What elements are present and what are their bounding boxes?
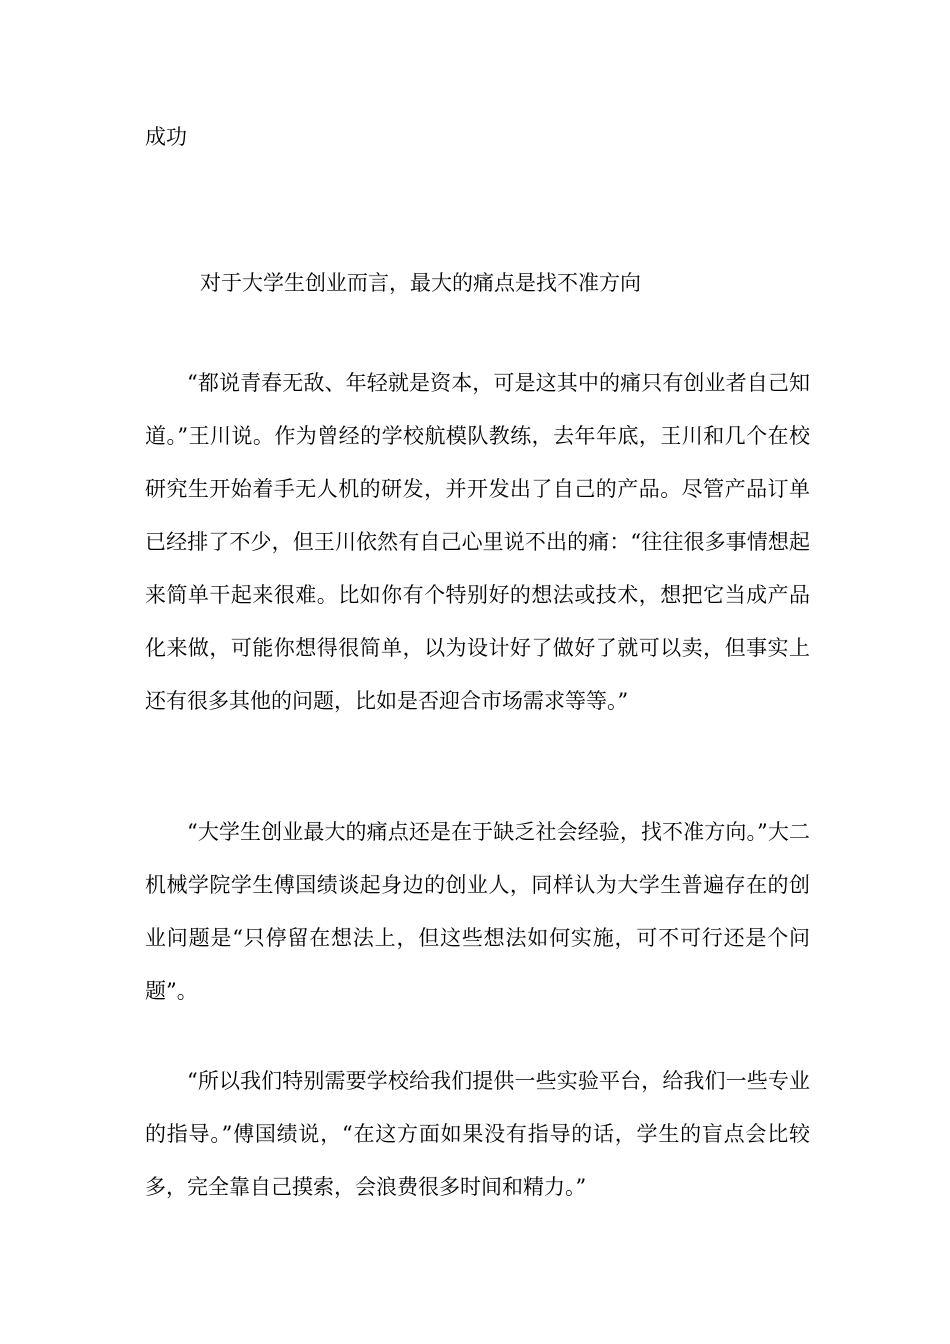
paragraph-3: “所以我们特别需要学校给我们提供一些实验平台，给我们一些专业的指导。”傅国绩说，“在这方面如果没有指导的话，学生的盲点会比较多，完全靠自己摸索，会浪费很多时间和精力。” bbox=[145, 1069, 810, 1199]
paragraph-1: “都说青春无敌、年轻就是资本，可是这其中的痛只有创业者自己知道。”王川说。作为曾经的学校航模队教练，去年年底，王川和几个在校研究生开始着手无人机的研发，并开发出了自己的产品。尽管产品订单已经排了不少，但王川依然有自己心里说不出的痛：“往往很多事情想起来简单干起来很难。比如你有个特别好的想法或技术，想把它当成产品化来做，可能你想得很简单，以为设计好了做好了就可以卖，但事实上还有很多其他的问题，比如是否迎合市场需求等等。” bbox=[145, 371, 810, 713]
text-fragment: 成功 bbox=[145, 125, 187, 149]
paragraph-2: “大学生创业最大的痛点还是在于缺乏社会经验，找不准方向。”大二机械学院学生傅国绩谈起身边的创业人，同样认为大学生普遍存在的创业问题是“只停留在想法上，但这些想法如何实施，可不可行还是个问题”。 bbox=[145, 820, 810, 1003]
section-heading: 对于大学生创业而言，最大的痛点是找不准方向 bbox=[200, 271, 641, 295]
